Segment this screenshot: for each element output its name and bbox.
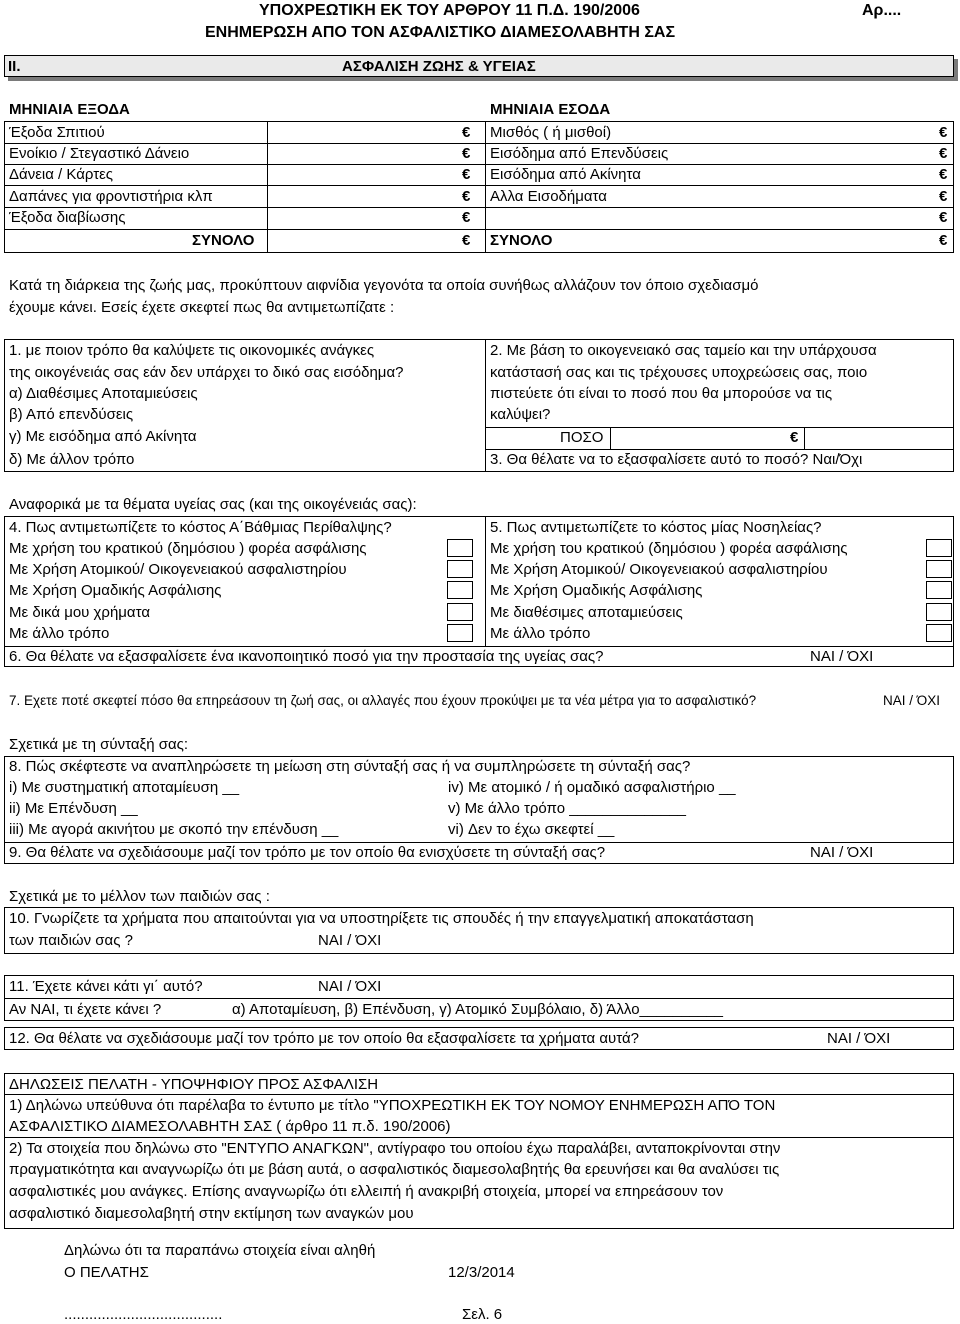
client-label: Ο ΠΕΛΑΤΗΣ: [64, 1264, 149, 1281]
health-intro: Αναφορικά με τα θέματα υγείας σας (και της οικογένειάς σας):: [9, 496, 417, 513]
q8-option: vi) Δεν το έχω σκεφτεί __: [448, 821, 615, 838]
section-title: ΑΣΦΑΛΙΣΗ ΖΩΗΣ & ΥΓΕΙΑΣ: [342, 58, 536, 75]
q5-option: Με Χρήση Ατομικού/ Οικογενειακού ασφαλιστηρίου: [490, 561, 828, 578]
income-item: Εισόδημα από Επενδύσεις: [490, 145, 669, 162]
euro-sign: €: [462, 188, 471, 205]
header-ref: Αρ....: [862, 2, 902, 19]
q4-checkbox[interactable]: [447, 624, 473, 642]
declaration-2-line: ασφαλιστικές μου ανάγκες. Επίσης αναγνωρίζω ότι ελλειπή ή ανακριβή στοιχεία, μπορεί να επηρεάσουν τον: [9, 1183, 724, 1200]
q10-line2: των παιδιών σας ?: [9, 932, 133, 949]
q8-option: ii) Με Επένδυση __: [9, 800, 138, 817]
euro-sign: €: [939, 188, 948, 205]
pension-intro: Σχετικά με τη σύνταξή σας:: [9, 736, 189, 753]
date: 12/3/2014: [448, 1264, 515, 1281]
expense-item: Δαπάνες για φροντιστήρια κλπ: [9, 188, 213, 205]
expenses-title: ΜΗΝΙΑΙΑ ΕΞΟΔΑ: [9, 101, 130, 118]
q4-checkbox[interactable]: [447, 581, 473, 599]
q1-line2: της οικογένειάς σας εάν δεν υπάρχει το δικό σας εισόδημα?: [9, 364, 404, 381]
q12-text: 12. Θα θέλατε να σχεδιάσουμε μαζί τον τρόπο με τον οποίο θα εξασφαλίσετε τα χρήματα αυτά?: [9, 1030, 639, 1047]
euro-sign: €: [462, 145, 471, 162]
q2-line4: καλύψει?: [490, 406, 551, 423]
declaration-1-line: ΑΣΦΑΛΙΣΤΙΚΟ ΔΙΑΜΕΣΟΛΑΒΗΤΗ ΣΑΣ ( άρθρο 11 π.δ. 190/2006): [9, 1118, 451, 1135]
income-item: Μισθός ( ή μισθοί): [490, 124, 612, 141]
amount-label: ΠΟΣΟ: [560, 429, 604, 446]
q6-answer[interactable]: ΝΑΙ / ΌΧΙ: [810, 648, 874, 665]
declaration-2-line: πραγματικότητα και αναγνωρίζω ότι με βάση αυτά, ο ασφαλιστικός διαμεσολαβητής θα ερευνήσει και θα αναλύσει τις: [9, 1161, 780, 1178]
expense-item: Δάνεια / Κάρτες: [9, 166, 114, 183]
intro-line1: Κατά τη διάρκεια της ζωής μας, προκύπτουν αιφνίδια γεγονότα τα οποία συνήθως αλλάζουν τον όποιο σχεδιασμό: [9, 277, 759, 294]
euro-sign: €: [462, 209, 471, 226]
income-item: Εισόδημα από Ακίνητα: [490, 166, 641, 183]
q5-option: Με διαθέσιμες αποταμιεύσεις: [490, 604, 683, 621]
q11-answer[interactable]: ΝΑΙ / ΌΧΙ: [318, 978, 382, 995]
euro-sign: €: [462, 124, 471, 141]
euro-sign: €: [939, 232, 948, 249]
q8-option: iv) Με ατομικό / ή ομαδικό ασφαλιστήριο __: [448, 779, 736, 796]
q2-line3: πιστεύετε ότι είναι το ποσό που θα μπορούσε να τις: [490, 385, 833, 402]
children-intro: Σχετικά με το μέλλον των παιδιών σας :: [9, 888, 270, 905]
q5-text: 5. Πως αντιμετωπίζετε το κόστος μίας Νοσηλείας?: [490, 519, 822, 536]
euro-sign: €: [790, 429, 799, 446]
income-title: ΜΗΝΙΑΙΑ ΕΣΟΔΑ: [490, 101, 611, 118]
signature-line[interactable]: ......................................: [64, 1306, 223, 1323]
intro-line2: έχουμε κάνει. Εσείς έχετε σκεφτεί πως θα αντιμετωπίζατε :: [9, 299, 395, 316]
q4-option: Με δικά μου χρήματα: [9, 604, 150, 621]
declaration-2-line: ασφαλιστικό διαμεσολαβητή στην εκτίμηση των αναγκών μου: [9, 1205, 414, 1222]
q4-checkbox[interactable]: [447, 539, 473, 557]
q5-option: Με χρήση του κρατικού (δημόσιου ) φορέα ασφάλισης: [490, 540, 848, 557]
income-total-label: ΣΥΝΟΛΟ: [490, 232, 553, 249]
euro-sign: €: [939, 145, 948, 162]
section-number: II.: [8, 58, 21, 75]
q4-option: Με Χρήση Ατομικού/ Οικογενειακού ασφαλιστηρίου: [9, 561, 347, 578]
q9-text: 9. Θα θέλατε να σχεδιάσουμε μαζί τον τρόπο με τον οποίο θα ενισχύσετε τη σύνταξή σας?: [9, 844, 606, 861]
income-item: Αλλα Εισοδήματα: [490, 188, 607, 205]
header-line2: ΕΝΗΜΕΡΩΣΗ ΑΠΟ ΤΟΝ ΑΣΦΑΛΙΣΤΙΚΟ ΔΙΑΜΕΣΟΛΑΒΗΤΗ ΣΑΣ: [205, 24, 676, 41]
euro-sign: €: [939, 124, 948, 141]
q11-text: 11. Έχετε κάνει κάτι γι΄ αυτό?: [9, 978, 203, 995]
truth-statement: Δηλώνω ότι τα παραπάνω στοιχεία είναι αληθή: [64, 1242, 376, 1259]
q7-text: 7. Εχετε ποτέ σκεφτεί πόσο θα επηρεάσουν τη ζωή σας, οι αλλαγές που έχουν προκύψει με τα νέα μέτρα για το ασφαλιστικό?: [9, 693, 757, 708]
q8-option: iii) Με αγορά ακινήτου με σκοπό την επένδυση __: [9, 821, 339, 838]
q10-line1: 10. Γνωρίζετε τα χρήματα που απαιτούνται για να υποστηρίξετε τις σπουδές ή την επαγγελματική αποκατάσταση: [9, 910, 754, 927]
expenses-total-label: ΣΥΝΟΛΟ: [192, 232, 255, 249]
q8-text: 8. Πώς σκέφτεστε να αναπληρώσετε τη μείωση στη σύνταξή σας ή να συμπληρώσετε τη σύνταξή σας?: [9, 758, 691, 775]
euro-sign: €: [939, 209, 948, 226]
page-number: Σελ. 6: [462, 1306, 503, 1323]
q4-checkbox[interactable]: [447, 560, 473, 578]
q4-checkbox[interactable]: [447, 603, 473, 621]
q1-line1: 1. με ποιον τρόπο θα καλύψετε τις οικονομικές ανάγκες: [9, 342, 375, 359]
q4-option: Με χρήση του κρατικού (δημόσιου ) φορέα ασφάλισης: [9, 540, 367, 557]
q5-checkbox[interactable]: [926, 539, 952, 557]
euro-sign: €: [939, 166, 948, 183]
expense-item: Ενοίκιο / Στεγαστικό Δάνειο: [9, 145, 190, 162]
declaration-2-line: 2) Τα στοιχεία που δηλώνω στο "ΕΝΤΥΠΟ ΑΝΑΓΚΩΝ", αντίγραφο του οποίου έχω παραλάβει, ανταποκρίνονται στην: [9, 1140, 781, 1157]
q5-option: Με Χρήση Ομαδικής Ασφάλισης: [490, 582, 703, 599]
budget-divider: [485, 121, 486, 253]
q5-checkbox[interactable]: [926, 624, 952, 642]
declaration-1-line: 1) Δηλώνω υπεύθυνα ότι παρέλαβα το έντυπο με τίτλο "ΥΠΟΧΡΕΩΤΙΚΗ ΕΚ ΤΟΥ ΝΟΜΟΥ ΕΝΗΜΕΡΩΣΗ ΑΠΌ ΤΟΝ: [9, 1097, 776, 1114]
q1-option: γ) Με εισόδημα από Ακίνητα: [9, 428, 197, 445]
q10-answer[interactable]: ΝΑΙ / ΌΧΙ: [318, 932, 382, 949]
q7-answer[interactable]: ΝΑΙ / ΌΧΙ: [883, 693, 940, 708]
q4-option: Με Χρήση Ομαδικής Ασφάλισης: [9, 582, 222, 599]
q11-follow-options: α) Αποταμίευση, β) Επένδυση, γ) Ατομικό Συμβόλαιο, δ) Άλλο__________: [232, 1001, 723, 1018]
q2-line1: 2. Με βάση το οικογενειακό σας ταμείο και την υπάρχουσα: [490, 342, 877, 359]
amount-field[interactable]: [610, 427, 805, 449]
q5-option: Με άλλο τρόπο: [490, 625, 591, 642]
q9-answer[interactable]: ΝΑΙ / ΌΧΙ: [810, 844, 874, 861]
euro-sign: €: [462, 166, 471, 183]
budget-table: [4, 121, 954, 253]
q8-option: v) Με άλλο τρόπο ______________: [448, 800, 686, 817]
q5-checkbox[interactable]: [926, 560, 952, 578]
q5-checkbox[interactable]: [926, 603, 952, 621]
expense-label-col: [267, 121, 268, 253]
header-line1: ΥΠΟΧΡΕΩΤΙΚΗ ΕΚ ΤΟΥ ΑΡΘΡΟΥ 11 Π.Δ. 190/2006: [259, 2, 640, 19]
q2-line2: κατάστασή σας και τις τρέχουσες υποχρεώσεις σας, ποιο: [490, 364, 868, 381]
q3-text: 3. Θα θέλατε να το εξασφαλίσετε αυτό το ποσό? Ναι/Όχι: [490, 451, 863, 468]
q6-text: 6. Θα θέλατε να εξασφαλίσετε ένα ικανοποιητικό ποσό για την προστασία της υγείας σας?: [9, 648, 604, 665]
q1-option: β) Από επενδύσεις: [9, 406, 134, 423]
declarations-title: ΔΗΛΩΣΕΙΣ ΠΕΛΑΤΗ - ΥΠΟΨΗΦΙΟΥ ΠΡΟΣ ΑΣΦΑΛΙΣΗ: [9, 1076, 379, 1093]
q4-text: 4. Πως αντιμετωπίζετε το κόστος Α΄Βάθμιας Περίθαλψης?: [9, 519, 392, 536]
q1-option: α) Διαθέσιμες Αποταμιεύσεις: [9, 385, 198, 402]
expense-item: Έξοδα διαβίωσης: [9, 209, 126, 226]
q1-option: δ) Με άλλον τρόπο: [9, 451, 135, 468]
q8-option: i) Με συστηματική αποταμίευση __: [9, 779, 240, 796]
q4-option: Με άλλο τρόπο: [9, 625, 110, 642]
euro-sign: €: [462, 232, 471, 249]
q5-checkbox[interactable]: [926, 581, 952, 599]
q12-answer[interactable]: ΝΑΙ / ΌΧΙ: [827, 1030, 891, 1047]
expense-item: Έξοδα Σπιτιού: [9, 124, 105, 141]
q11-follow-label: Αν ΝΑΙ, τι έχετε κάνει ?: [9, 1001, 162, 1018]
